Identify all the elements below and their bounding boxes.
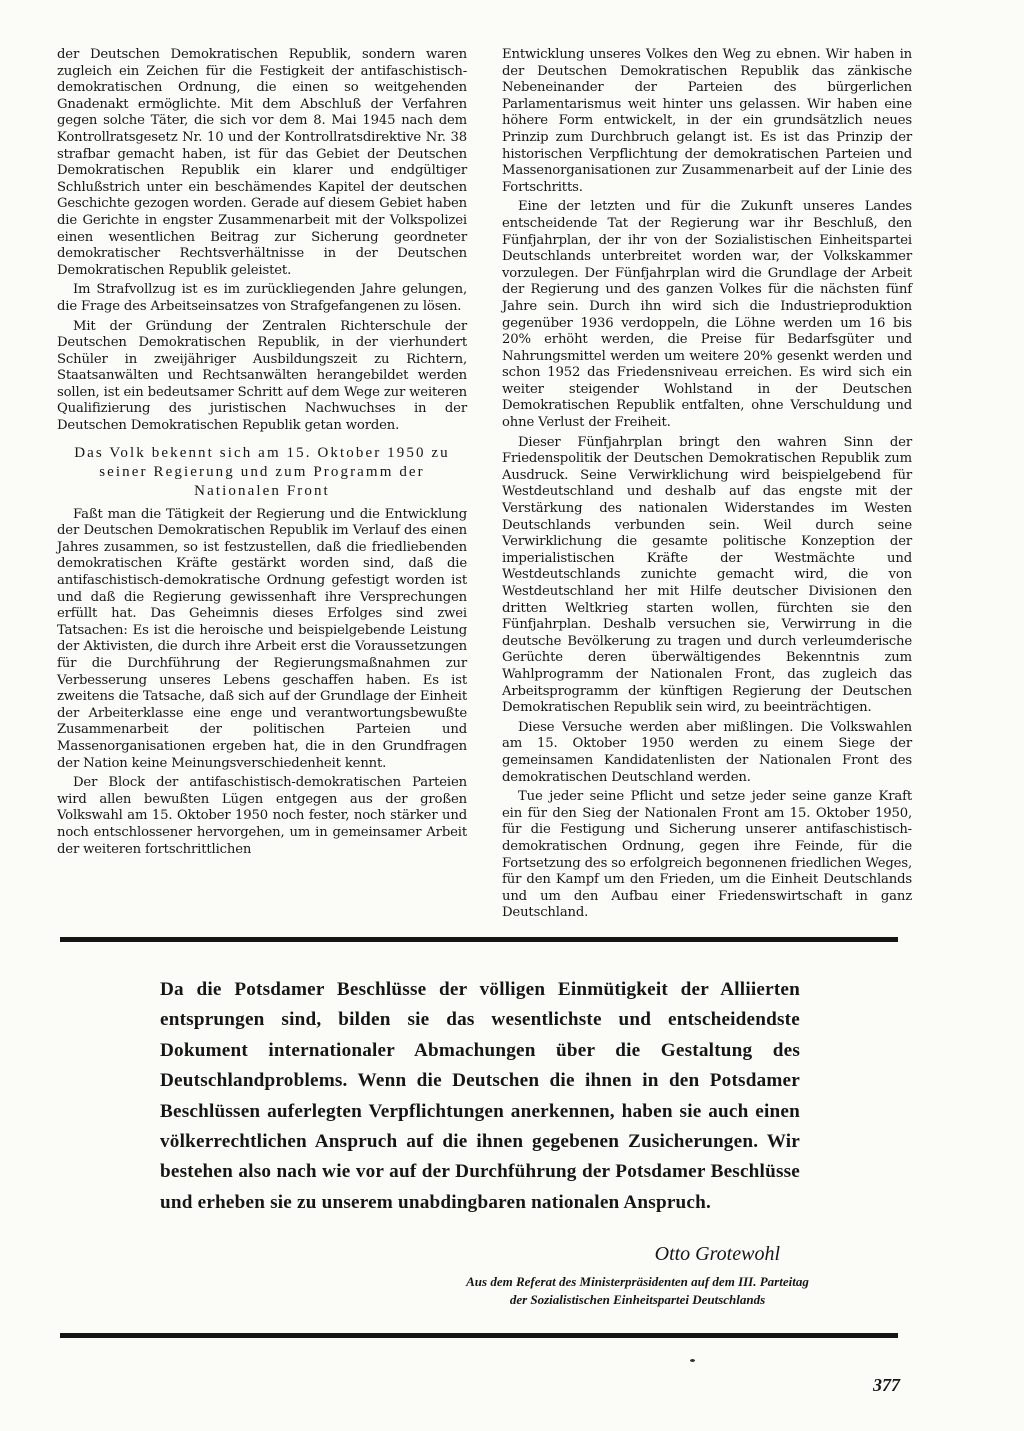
quote-author: Otto Grotewohl	[654, 1243, 780, 1265]
paragraph: der Deutschen Demokratischen Republik, sondern waren zugleich ein Zeichen für die Festigkeit der antifaschistisch-demokratischen Ordnung, die einen so weitgehenden Gnadenakt ermöglichte. Mit dem Abschluß der Verfahren gegen solche Täter, die sich vor dem 8. Mai 1945 nach dem Kontrollratsgesetz Nr. 10 und der Kontrollratsdirektive Nr. 38 strafbar gemacht haben, ist für das Gebiet der Deutschen Demokratischen Republik ein klarer und endgültiger Schlußstrich unter ein beschämendes Kapitel der deutschen Geschichte gezogen worden. Gerade auf diesem Gebiet haben die Gerichte in engster Zusammenarbeit mit der Volkspolizei einen wesentlichen Beitrag zur Sicherung geordneter demokratischer Rechtsverhältnisse in der Deutschen Demokratischen Republik geleistet.	[57, 47, 467, 278]
paragraph: Tue jeder seine Pflicht und setze jeder seine ganze Kraft ein für den Sieg der Nationalen Front am 15. Oktober 1950, für die Festigung und Sicherung unserer antifaschistisch-demokratischen Ordnung, gegen ihre Feinde, für die Fortsetzung des so erfolgreich begonnenen friedlichen Weges, für den Kampf um den Frieden, um die Einheit Deutschlands und um den Aufbau einer Friedenswirtschaft in ganz Deutschland.	[502, 789, 912, 921]
paragraph: Faßt man die Tätigkeit der Regierung und die Entwicklung der Deutschen Demokratischen Republik im Verlauf des einen Jahres zusammen, so ist festzustellen, daß die friedliebenden demokratischen Kräfte gestärkt worden sind, daß die antifaschistisch-demokratische Ordnung gefestigt worden ist und daß die Regierung gewissenhaft ihre Versprechungen erfüllt hat. Das Geheimnis dieses Erfolges sind zwei Tatsachen: Es ist die heroische und beispielgebende Leistung der Aktivisten, die durch ihre Arbeit erst die Voraussetzungen für die Durchführung der Regierungsmaßnahmen zur Verbesserung unseres Lebens geschaffen haben. Es ist zweitens die Tatsache, daß sich auf der Grundlage der Einheit der Arbeiterklasse eine enge und verantwortungsbewußte Zusammenarbeit der politischen Parteien und Massenorganisationen ergeben hat, die in den Grundfragen der Nation keine Meinungsverschiedenheit kennt.	[57, 506, 467, 771]
bottom-divider-rule	[60, 1333, 898, 1338]
paragraph: Eine der letzten und für die Zukunft unseres Landes entscheidende Tat der Regierung war ihr Beschluß, den Fünfjahrplan, der ihr von der Sozialistischen Einheitspartei Deutschlands unterbreitet worden war, der Volkskammer vorzulegen. Der Fünfjahrplan wird die Grundlage der Arbeit der Regierung und des ganzen Volkes für die nächsten fünf Jahre sein. Durch ihn wird sich die Industrieproduktion gegenüber 1936 verdoppeln, die Löhne werden um 16 bis 20% erhöht werden, die Preise für Bedarfsgüter und Nahrungsmittel werden um weitere 20% gesenkt werden und schon 1952 das Friedensniveau erreichen. Es wird sich ein weiter steigender Wohlstand in der Deutschen Demokratischen Republik entfalten, ohne Verschuldung und ohne Verlust der Freiheit.	[502, 199, 912, 431]
right-column	[502, 47, 912, 921]
paragraph: Dieser Fünfjahrplan bringt den wahren Sinn der Friedenspolitik der Deutschen Demokratischen Republik zum Ausdruck. Seine Verwirklichung wird beispielgebend für Westdeutschland und deshalb auf das engste mit der Verstärkung des nationalen Widerstandes im Westen Deutschlands verbunden sein. Weil durch seine Verwirklichung die gesamte politische Konzeption der imperialistischen Kräfte der Westmächte und Westdeutschlands zunichte gemacht wird, die von Westdeutschland her mit Hilfe deutscher Divisionen den dritten Weltkrieg starten wollen, fürchten sie den Fünfjahrplan. Deshalb versuchen sie, Verwirrung in die deutsche Bevölkerung zu tragen und durch verleumderische Gerüchte deren überwältigendes Bekenntnis zum Wahlprogramm der Nationalen Front, das zugleich das Arbeitsprogramm der künftigen Regierung der Deutschen Demokratischen Republik sein wird, zu beeinträchtigen.	[502, 434, 912, 716]
quote-source-line: Aus dem Referat des Ministerpräsidenten auf dem III. Parteitag	[466, 1274, 809, 1289]
page-number: 377	[873, 1375, 900, 1395]
two-column-body	[57, 47, 912, 921]
paragraph: Der Block der antifaschistisch-demokratischen Parteien wird allen bewußten Lügen entgegen aus der großen Volkswahl am 15. Oktober 1950 noch fester, noch stärker und noch entschlossener hervorgehen, um in gemeinsamer Arbeit der weiteren fortschrittlichen	[57, 775, 467, 857]
paragraph: Mit der Gründung der Zentralen Richterschule der Deutschen Demokratischen Republik, in der vierhundert Schüler in zweijähriger Ausbildungszeit zu Richtern, Staatsanwälten und Rechtsanwälten herangebildet werden sollen, ist ein bedeutsamer Schritt auf dem Wege zur weiteren Qualifizierung des juristischen Nachwuchses in der Deutschen Demokratischen Republik getan worden.	[57, 318, 467, 434]
quote-source	[380, 1273, 895, 1309]
print-speck	[690, 1359, 695, 1362]
quote-text: Da die Potsdamer Beschlüsse der völligen Einmütigkeit der Alliierten entsprungen sind, bilden sie das wesentlichste und entscheidendste Dokument internationaler Abmachungen über die Gestaltung des Deutschlandproblems. Wenn die Deutschen die ihnen in den Potsdamer Beschlüssen auferlegten Verpflichtungen anerkennen, haben sie auch einen völkerrechtlichen Anspruch auf die ihnen gegebenen Zusicherungen. Wir bestehen also nach wie vor auf der Durchführung der Potsdamer Beschlüsse und erheben sie zu unserem unabdingbaren nationalen Anspruch.	[160, 979, 800, 1213]
quote-source-line: der Sozialistischen Einheitspartei Deutschlands	[509, 1292, 766, 1307]
quote-box	[160, 975, 800, 1218]
section-heading: Das Volk bekennt sich am 15. Oktober 1950 zu seiner Regierung und zum Programm der Nationalen Front	[74, 444, 450, 499]
paragraph: Diese Versuche werden aber mißlingen. Die Volkswahlen am 15. Oktober 1950 werden zu einem Siege der gemeinsamen Kandidatenlisten der Nationalen Front des demokratischen Deutschland werden.	[502, 719, 912, 785]
paragraph: Im Strafvollzug ist es im zurückliegenden Jahre gelungen, die Frage des Arbeitseinsatzes von Strafgefangenen zu lösen.	[57, 282, 467, 314]
left-column	[57, 47, 467, 903]
top-divider-rule	[60, 937, 898, 942]
paragraph: Entwicklung unseres Volkes den Weg zu ebnen. Wir haben in der Deutschen Demokratischen Republik das zänkische Nebeneinander der Parteien des bürgerlichen Parlamentarismus weit hinter uns gelassen. Wir haben eine höhere Form entwickelt, in der ein grundsätzlich neues Prinzip zum Durchbruch gelangt ist. Es ist das Prinzip der historischen Verpflichtung der demokratischen Parteien und Massenorganisationen zur Zusammenarbeit auf der Linie des Fortschritts.	[502, 47, 912, 195]
